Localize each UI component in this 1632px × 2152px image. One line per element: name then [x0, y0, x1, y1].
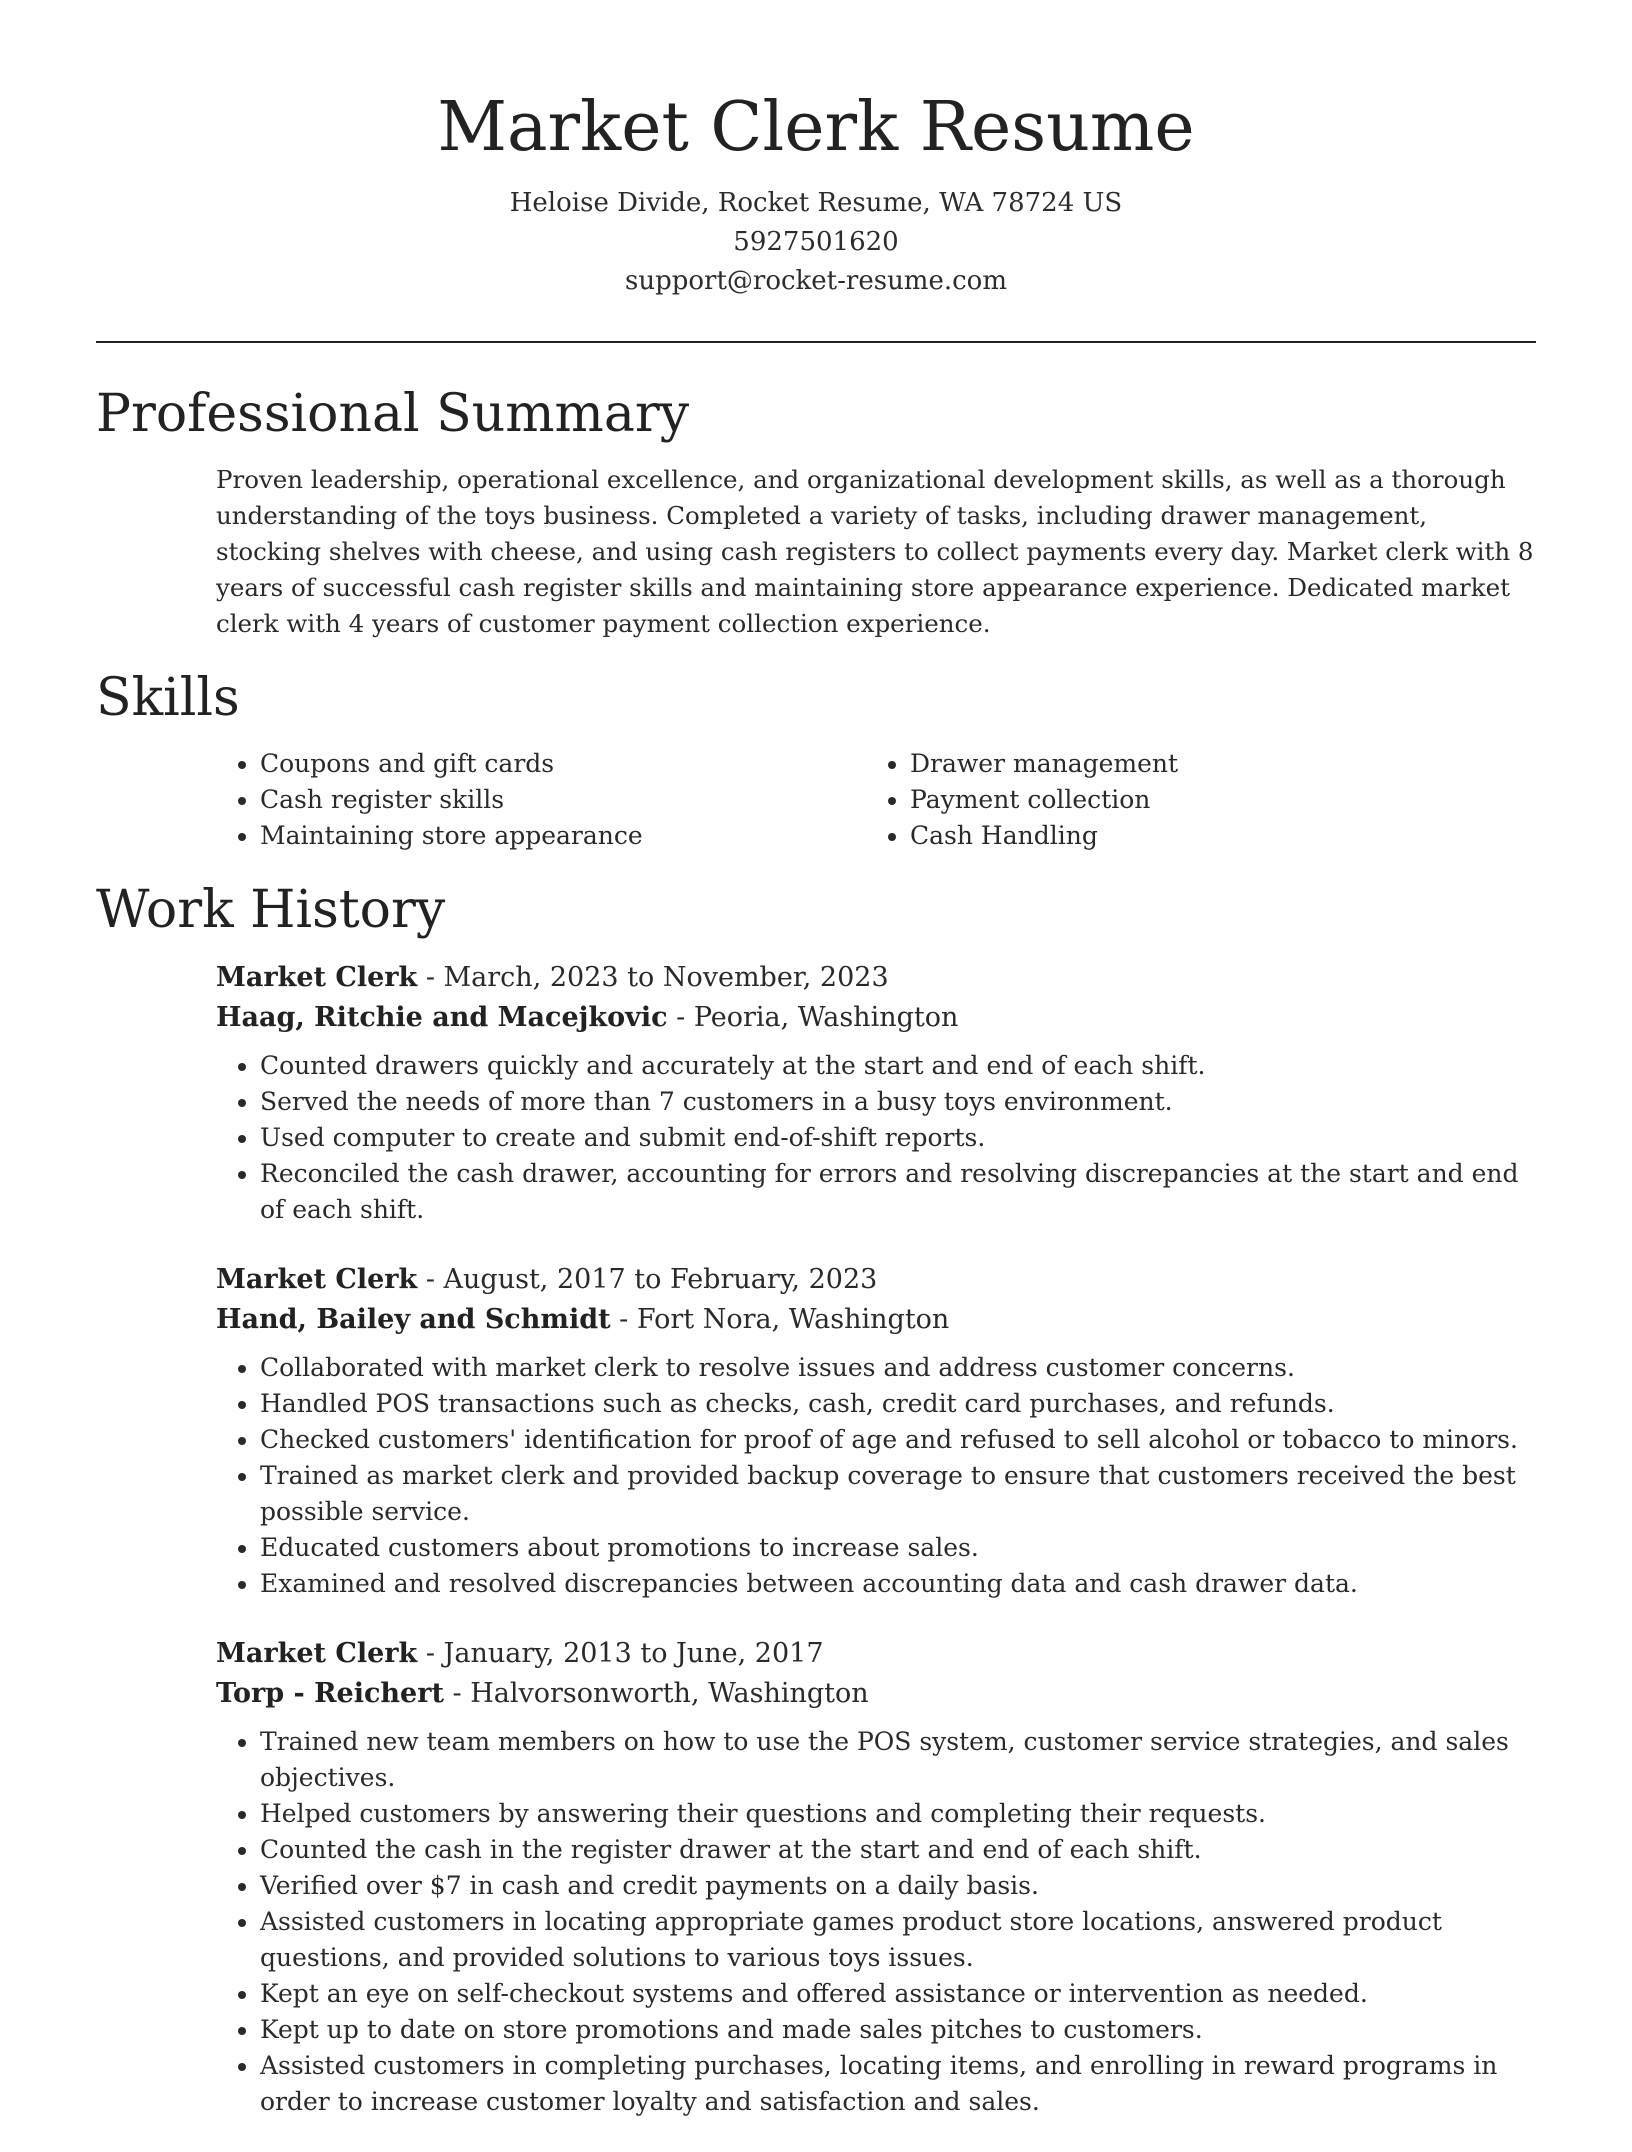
job-bullet: • Kept an eye on self-checkout systems and offered assistance or intervention as needed. — [260, 1976, 1534, 2012]
job-dates: March, 2023 to November, 2023 — [443, 962, 889, 993]
job-bullet: • Trained new team members on how to use the POS system, customer service strategies, and sales objectives. — [260, 1724, 1534, 1796]
skills-column-right — [866, 746, 1516, 854]
job-bullet: • Assisted customers in completing purchases, locating items, and enrolling in reward programs in order to increase customer loyalty and satisfaction and sales. — [260, 2048, 1534, 2120]
job-bullet: • Kept up to date on store promotions and made sales pitches to customers. — [260, 2012, 1534, 2048]
job-bullets — [216, 1724, 1534, 2120]
job-entry — [216, 958, 1534, 1228]
job-location: Fort Nora, Washington — [636, 1304, 950, 1335]
job-title: Market Clerk — [216, 1264, 418, 1295]
job-company-line: Haag, Ritchie and Macejkovic - Peoria, Washington — [216, 1002, 959, 1033]
job-bullet: • Examined and resolved discrepancies between accounting data and cash drawer data. — [260, 1566, 1534, 1602]
job-bullet: • Helped customers by answering their questions and completing their requests. — [260, 1796, 1534, 1832]
job-bullets — [216, 1350, 1534, 1602]
skill-item: • Coupons and gift cards — [260, 746, 866, 782]
skill-item: • Payment collection — [910, 782, 1516, 818]
contact-phone: 5927501620 — [733, 227, 899, 257]
contact-block — [0, 184, 1632, 301]
job-title-line: Market Clerk - March, 2023 to November, 2023 — [216, 962, 889, 993]
job-title-line: Market Clerk - January, 2013 to June, 2017 — [216, 1638, 824, 1669]
job-company-line: Torp - Reichert - Halvorsonworth, Washington — [216, 1678, 869, 1709]
job-bullet: • Collaborated with market clerk to resolve issues and address customer concerns. — [260, 1350, 1534, 1386]
job-bullets — [216, 1048, 1534, 1228]
skills-list — [216, 746, 1534, 854]
job-bullet: • Checked customers' identification for proof of age and refused to sell alcohol or tobacco to minors. — [260, 1422, 1534, 1458]
job-location: Halvorsonworth, Washington — [470, 1678, 869, 1709]
header-divider — [96, 341, 1536, 343]
job-company-line: Hand, Bailey and Schmidt - Fort Nora, Washington — [216, 1304, 950, 1335]
job-bullet: • Assisted customers in locating appropriate games product store locations, answered product questions, and provided solutions to various toys issues. — [260, 1904, 1534, 1976]
job-bullet: • Verified over $7 in cash and credit payments on a daily basis. — [260, 1868, 1534, 1904]
job-bullet: • Counted drawers quickly and accurately at the start and end of each shift. — [260, 1048, 1534, 1084]
job-bullet: • Educated customers about promotions to increase sales. — [260, 1530, 1534, 1566]
contact-address: Heloise Divide, Rocket Resume, WA 78724 US — [509, 188, 1123, 218]
job-title: Market Clerk — [216, 1638, 418, 1669]
work-history-heading: Work History — [96, 880, 446, 940]
contact-email: support@rocket-resume.com — [624, 266, 1007, 296]
job-company: Torp - Reichert — [216, 1678, 444, 1709]
skill-item: • Drawer management — [910, 746, 1516, 782]
job-bullet: • Trained as market clerk and provided backup coverage to ensure that customers received the best possible service. — [260, 1458, 1534, 1530]
skill-item: • Maintaining store appearance — [260, 818, 866, 854]
job-location: Peoria, Washington — [693, 1002, 959, 1033]
job-company: Haag, Ritchie and Macejkovic — [216, 1002, 668, 1033]
skill-item: • Cash register skills — [260, 782, 866, 818]
job-bullet: • Reconciled the cash drawer, accounting for errors and resolving discrepancies at the start and end of each shift. — [260, 1156, 1534, 1228]
skill-item: • Cash Handling — [910, 818, 1516, 854]
job-bullet: • Used computer to create and submit end-of-shift reports. — [260, 1120, 1534, 1156]
job-entry — [216, 1634, 1534, 2120]
job-bullet: • Served the needs of more than 7 customers in a busy toys environment. — [260, 1084, 1534, 1120]
page-title: Market Clerk Resume — [437, 88, 1195, 167]
job-dates: January, 2013 to June, 2017 — [443, 1638, 824, 1669]
job-company: Hand, Bailey and Schmidt — [216, 1304, 611, 1335]
job-dates: August, 2017 to February, 2023 — [443, 1264, 878, 1295]
job-bullet: • Counted the cash in the register drawer at the start and end of each shift. — [260, 1832, 1534, 1868]
job-entry — [216, 1260, 1534, 1602]
job-title-line: Market Clerk - August, 2017 to February, 2023 — [216, 1264, 878, 1295]
resume-header — [0, 0, 1632, 301]
summary-text: Proven leadership, operational excellence, and organizational development skills, as well as a thorough understanding of the toys business. Completed a variety of tasks, including drawer management, stocking shelves with cheese, and using cash registers to collect payments every day. Market clerk with 8 years of successful cash register skills and maintaining store appearance experience. Dedicated market clerk with 4 years of customer payment collection experience. — [216, 465, 1534, 638]
summary-heading: Professional Summary — [96, 384, 690, 444]
skills-heading: Skills — [96, 668, 240, 728]
job-bullet: • Handled POS transactions such as checks, cash, credit card purchases, and refunds. — [260, 1386, 1534, 1422]
job-title: Market Clerk — [216, 962, 418, 993]
work-history-list — [216, 958, 1534, 2152]
skills-column-left — [216, 746, 866, 854]
